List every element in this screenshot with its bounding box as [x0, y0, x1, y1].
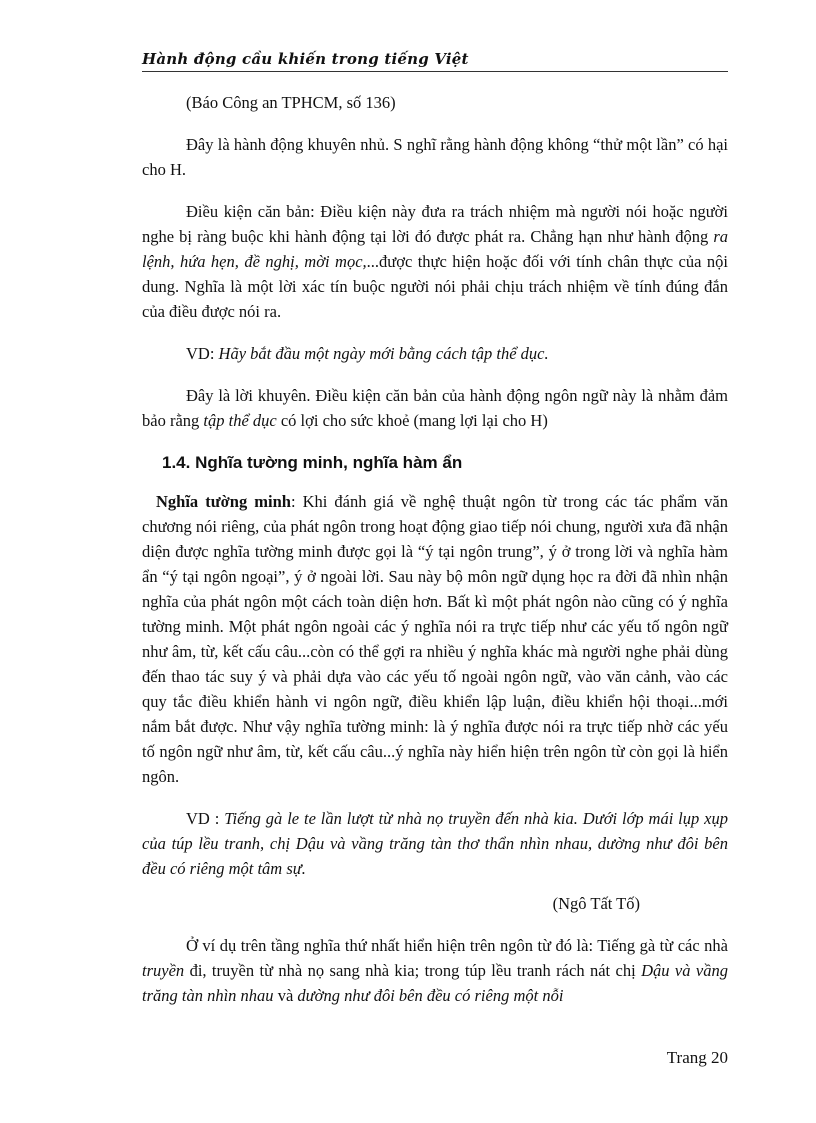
- example-text: Hãy bắt đầu một ngày mới bằng cách tập thể dục.: [218, 344, 549, 363]
- italic-run: dường như đôi bên đều có riêng một nỗi: [297, 986, 564, 1005]
- example-label: VD :: [186, 809, 225, 828]
- text-run: Ở ví dụ trên tầng nghĩa thứ nhất hiển hiện trên ngôn từ đó là: Tiếng gà từ các nhà: [186, 936, 728, 955]
- section-heading: 1.4. Nghĩa tường minh, nghĩa hàm ẩn: [162, 453, 463, 472]
- italic-run: Dậu và vầng trăng tàn nhìn nhau: [142, 961, 728, 1005]
- running-header: Hành động cầu khiến trong tiếng Việt: [142, 50, 728, 72]
- text-run: có lợi cho sức khoẻ (mang lợi lại cho H): [276, 411, 548, 430]
- paragraph: [142, 199, 728, 324]
- bold-term: Nghĩa tường minh: [156, 492, 291, 511]
- paragraph: [142, 489, 728, 789]
- paragraph: [142, 383, 728, 433]
- page-body: [142, 90, 728, 1025]
- source-citation: (Báo Công an TPHCM, số 136): [186, 93, 396, 112]
- text-run: đi, truyền từ nhà nọ sang nhà kia; trong túp lều tranh rách nát chị: [184, 961, 642, 980]
- text-run: ...được thực hiện hoặc đối với tính chân thực của nội dung. Nghĩa là một lời xác tín buộc người nói phải chịu trách nhiệm về tính đúng đắn của điều được nói ra.: [142, 252, 728, 321]
- text-run: và: [273, 986, 298, 1005]
- paragraph: Đây là hành động khuyên nhủ. S nghĩ rằng hành động không “thử một lần” có hại cho H.: [142, 135, 728, 179]
- text-run: Đây là lời khuyên. Điều kiện căn bản của hành động ngôn ngữ này là nhằm đảm bảo rằng: [142, 386, 728, 430]
- italic-run: truyền: [142, 961, 185, 980]
- text-run: Điều kiện căn bản: Điều kiện này đưa ra trách nhiệm mà người nói hoặc người nghe bị ràng buộc khi hành động tại lời đó được phát ra. Chẳng hạn như hành động: [142, 202, 728, 246]
- page-number: Trang 20: [666, 1048, 728, 1067]
- example: [142, 341, 728, 366]
- source-citation: (Ngô Tất Tố): [552, 894, 640, 913]
- text-run: : Khi đánh giá về nghệ thuật ngôn từ trong các tác phẩm văn chương nói riêng, của phát ngôn trong hoạt động giao tiếp nói chung, người xưa đã nhận diện được nghĩa tường minh được gọi là “ý tại ngôn trung”, ý ở trong lời và nghĩa hàm ẩn “ý tại ngôn ngoại”, ý ở ngoài lời. Sau này bộ môn ngữ dụng học ra đời đã nhìn nhận nghĩa của phát ngôn một cách toàn diện hơn. Bất kì một phát ngôn nào cũng có ý nghĩa tường minh. Một phát ngôn ngoài các ý nghĩa nói ra trực tiếp như các yếu tố ngôn ngữ như âm, từ, kết cấu câu...còn có thể gợi ra nhiều ý nghĩa khác mà người nghe phải dùng đến thao tác suy ý và phải dựa vào các yếu tố ngoài ngôn ngữ, vào văn cảnh, vào các quy tắc điều khiển hành vi ngôn ngữ, điều khiển lập luận, điều khiển hội thoại...mới nắm bắt được. Như vậy nghĩa tường minh: là ý nghĩa được nói ra trực tiếp nhờ các yếu tố ngôn ngữ như âm, từ, kết cấu câu...ý nghĩa này hiển hiện trên ngôn từ còn gọi là hiển ngôn.: [142, 492, 728, 786]
- italic-run: tập thể dục: [203, 411, 277, 430]
- italic-run: ra lệnh, hứa hẹn, đề nghị, mời mọc,: [142, 227, 728, 271]
- example-label: VD:: [186, 344, 219, 363]
- example: [142, 806, 728, 881]
- example-text: Tiếng gà le te lần lượt từ nhà nọ truyền đến nhà kia. Dưới lớp mái lụp xụp của túp lều tranh, chị Dậu và vầng trăng tàn thơ thẩn nhìn nhau, dường như đôi bên đều có riêng một tâm sự.: [142, 809, 728, 878]
- paragraph: [142, 933, 728, 1008]
